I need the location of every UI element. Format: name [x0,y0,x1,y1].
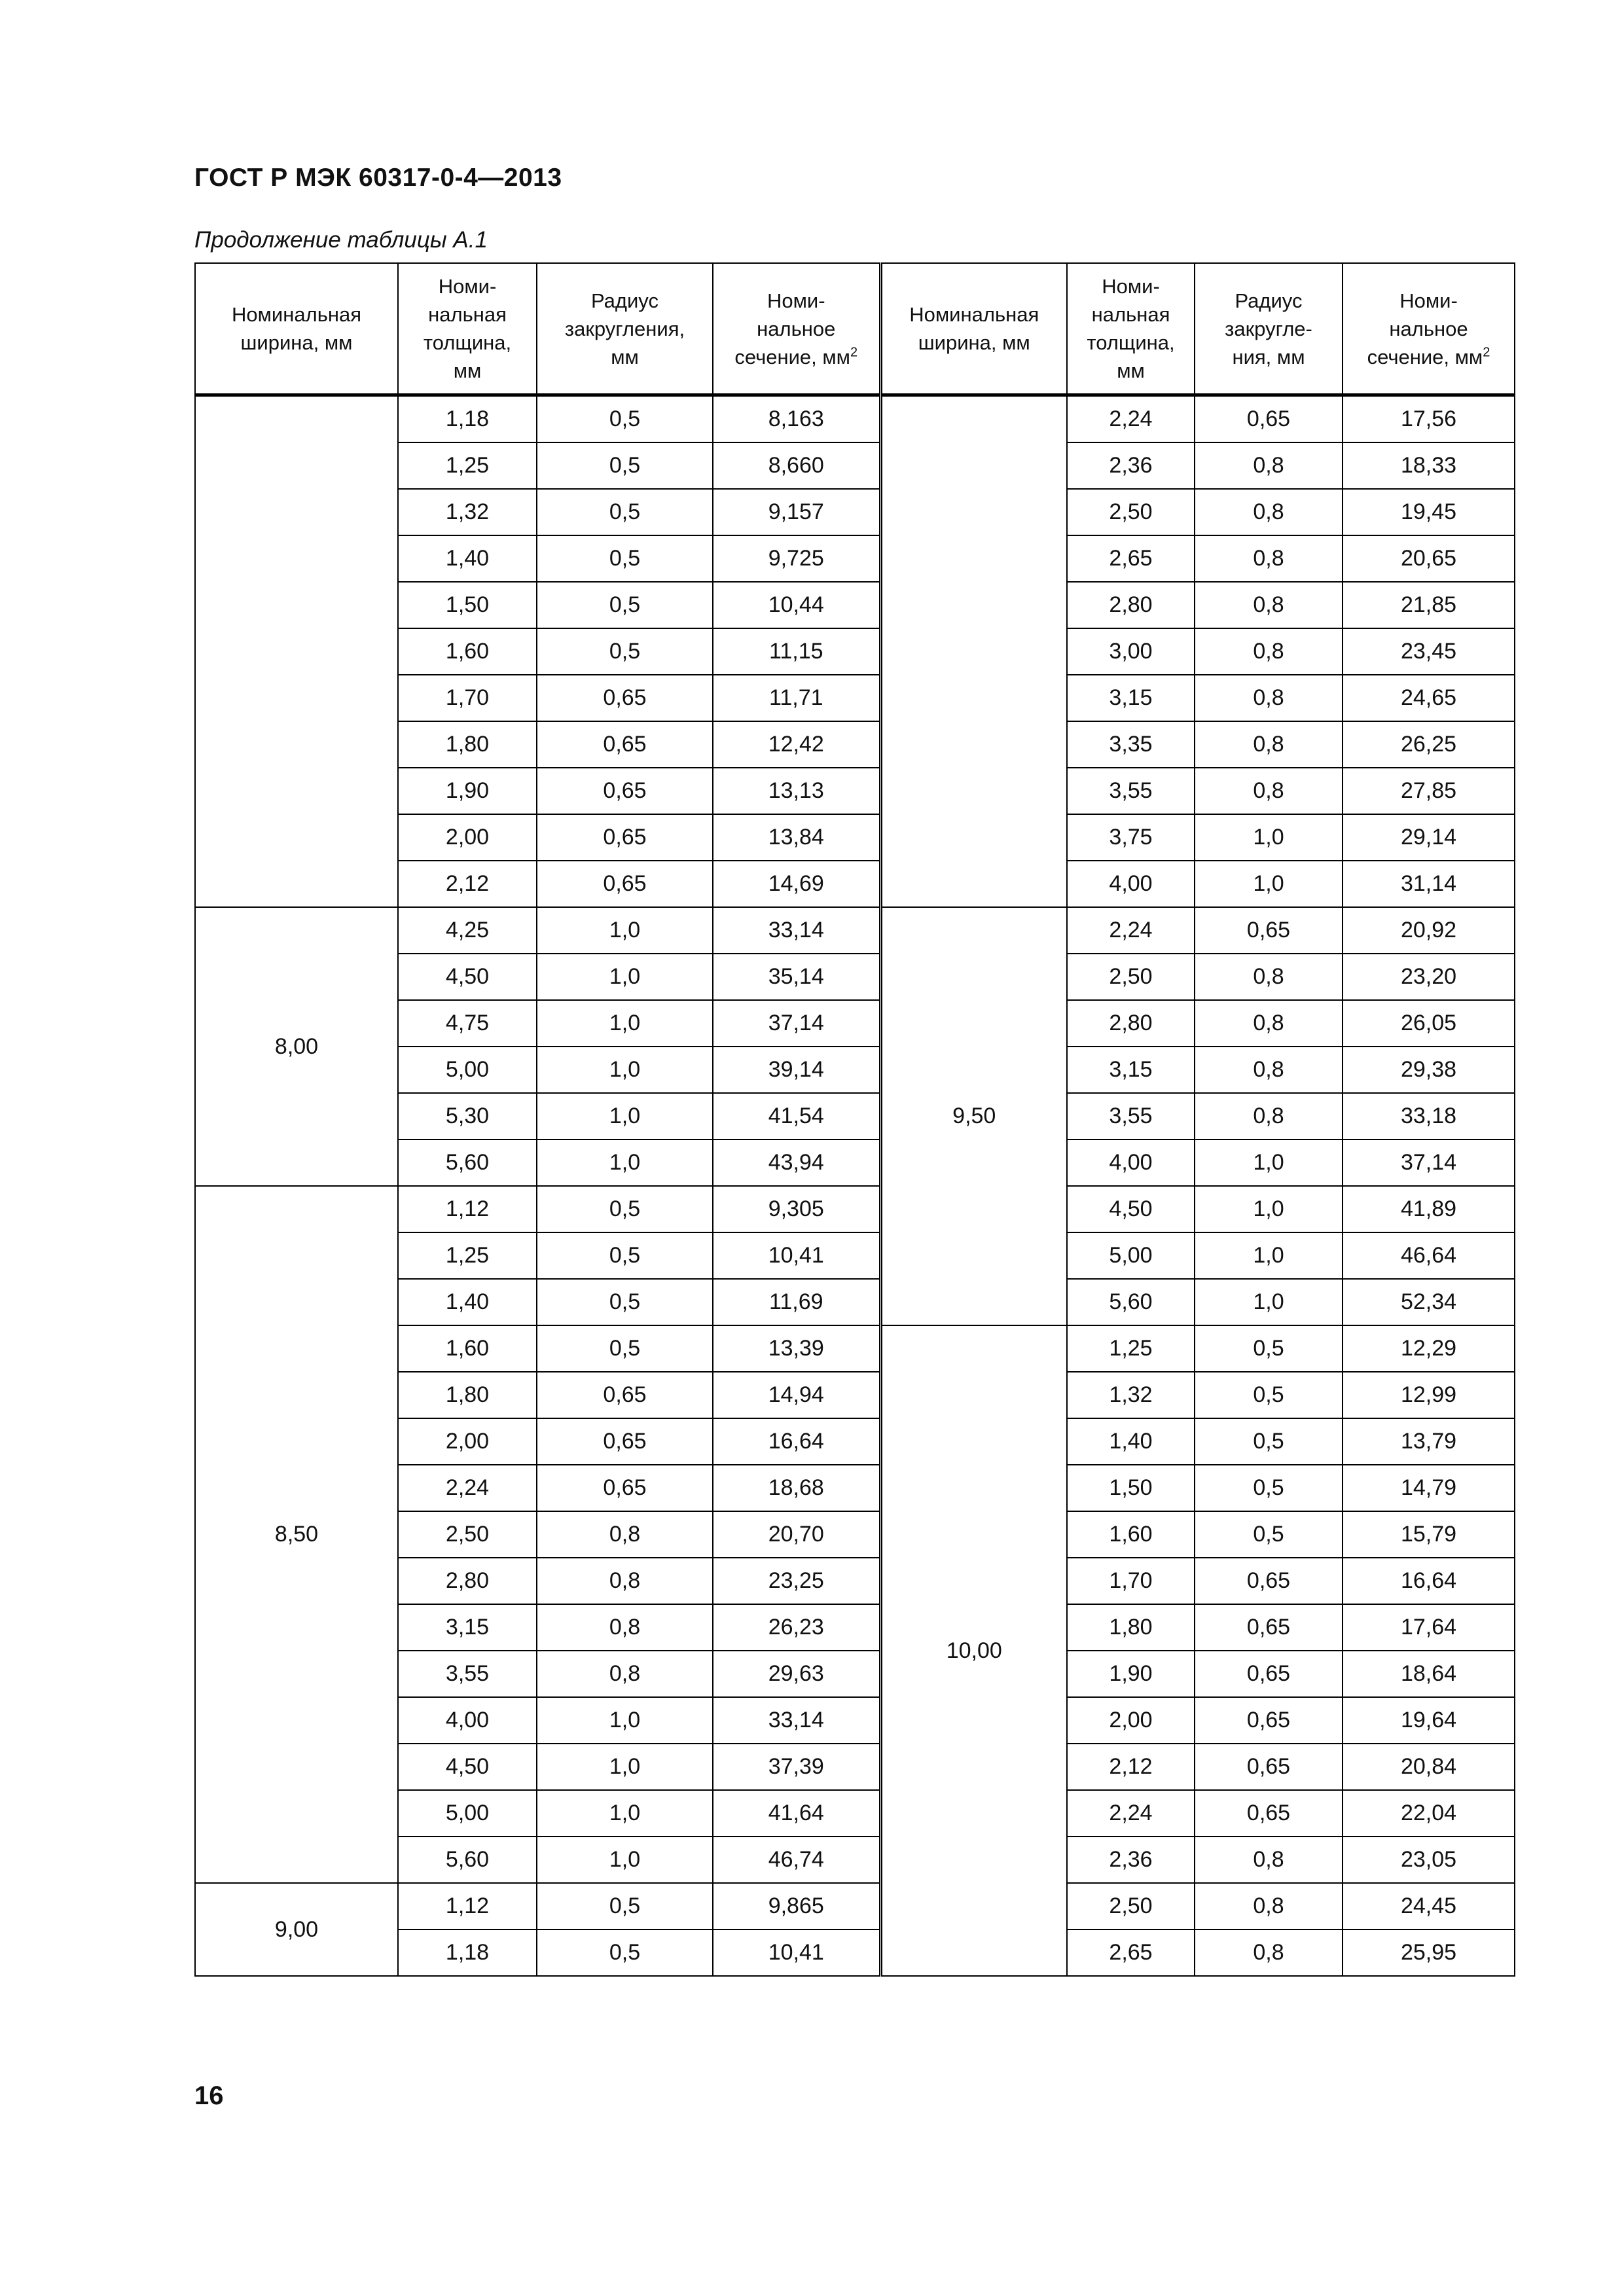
nominal-section-cell: 13,84 [713,814,880,861]
nominal-thickness-cell: 1,25 [398,442,537,489]
nominal-thickness-cell: 3,15 [1067,1047,1195,1093]
header-radius-left: Радиус закругления, мм [537,263,713,395]
nominal-section-cell: 24,45 [1343,1883,1515,1929]
radius-cell: 1,0 [537,1139,713,1186]
radius-cell: 0,5 [537,1325,713,1372]
radius-cell: 0,8 [1195,535,1343,582]
nominal-thickness-cell: 4,00 [398,1697,537,1744]
nominal-thickness-cell: 2,36 [1067,1837,1195,1883]
radius-cell: 0,5 [537,442,713,489]
nominal-thickness-cell: 1,40 [398,535,537,582]
radius-cell: 0,8 [1195,1929,1343,1976]
nominal-thickness-cell: 1,90 [1067,1651,1195,1697]
radius-cell: 0,8 [1195,1837,1343,1883]
nominal-thickness-cell: 1,90 [398,768,537,814]
radius-cell: 0,8 [1195,442,1343,489]
radius-cell: 0,8 [1195,1883,1343,1929]
header-section-right: Номи- нальное сечение, $мм^2$ [1343,263,1515,395]
nominal-section-cell: 18,33 [1343,442,1515,489]
radius-cell: 0,5 [537,489,713,535]
nominal-thickness-cell: 1,12 [398,1186,537,1232]
radius-cell: 0,5 [537,1929,713,1976]
nominal-section-cell: 33,14 [713,1697,880,1744]
radius-cell: 0,5 [1195,1325,1343,1372]
nominal-section-cell: 20,65 [1343,535,1515,582]
nominal-section-cell: 41,89 [1343,1186,1515,1232]
nominal-section-cell: 37,14 [713,1000,880,1047]
radius-cell: 1,0 [1195,1186,1343,1232]
radius-cell: 1,0 [1195,861,1343,907]
nominal-section-cell: 17,64 [1343,1604,1515,1651]
nominal-section-cell: 10,41 [713,1232,880,1279]
table-row [195,1883,1515,1929]
nominal-thickness-cell: 1,25 [398,1232,537,1279]
nominal-width-cell: 9,00 [195,1883,398,1976]
nominal-section-cell: 17,56 [1343,395,1515,443]
nominal-thickness-cell: 2,80 [398,1558,537,1604]
nominal-section-cell: 46,74 [713,1837,880,1883]
radius-cell: 0,8 [1195,489,1343,535]
nominal-section-cell: 41,64 [713,1790,880,1837]
dimensions-table [194,262,1515,1977]
nominal-section-cell: 9,865 [713,1883,880,1929]
nominal-section-cell: 11,69 [713,1279,880,1325]
radius-cell: 0,65 [1195,395,1343,443]
nominal-section-cell: 8,163 [713,395,880,443]
nominal-width-cell: 8,00 [195,907,398,1186]
radius-cell: 0,5 [1195,1418,1343,1465]
nominal-section-cell: 10,44 [713,582,880,628]
nominal-section-cell: 12,29 [1343,1325,1515,1372]
radius-cell: 0,8 [1195,954,1343,1000]
nominal-section-cell: 14,79 [1343,1465,1515,1511]
radius-cell: 0,5 [537,1883,713,1929]
nominal-thickness-cell: 4,25 [398,907,537,954]
radius-cell: 0,65 [1195,1651,1343,1697]
nominal-thickness-cell: 2,00 [398,814,537,861]
table-body [195,395,1515,1977]
nominal-section-cell: 18,68 [713,1465,880,1511]
radius-cell: 0,8 [1195,1047,1343,1093]
nominal-thickness-cell: 2,00 [398,1418,537,1465]
nominal-section-cell: 21,85 [1343,582,1515,628]
nominal-thickness-cell: 5,60 [1067,1279,1195,1325]
nominal-section-cell: 29,38 [1343,1047,1515,1093]
radius-cell: 0,65 [537,1465,713,1511]
nominal-section-cell: 14,94 [713,1372,880,1418]
standard-title: ГОСТ Р МЭК 60317-0-4—2013 [194,164,562,192]
nominal-section-cell: 23,05 [1343,1837,1515,1883]
table-caption: Продолжение таблицы А.1 [194,227,488,253]
radius-cell: 0,8 [1195,628,1343,675]
nominal-thickness-cell: 3,55 [1067,1093,1195,1139]
header-thickness-left: Номи- нальная толщина, мм [398,263,537,395]
nominal-section-cell: 13,79 [1343,1418,1515,1465]
nominal-width-cell: 8,50 [195,1186,398,1883]
nominal-thickness-cell: 3,55 [398,1651,537,1697]
nominal-section-cell: 9,157 [713,489,880,535]
nominal-section-cell: 33,14 [713,907,880,954]
nominal-thickness-cell: 2,24 [398,1465,537,1511]
nominal-section-cell: 20,92 [1343,907,1515,954]
nominal-thickness-cell: 1,32 [1067,1372,1195,1418]
nominal-thickness-cell: 1,50 [398,582,537,628]
table-header-row [195,263,1515,395]
nominal-section-cell: 20,70 [713,1511,880,1558]
radius-cell: 0,65 [537,1372,713,1418]
radius-cell: 0,8 [1195,721,1343,768]
nominal-thickness-cell: 1,80 [398,1372,537,1418]
table-row [195,1186,1515,1232]
nominal-section-cell: 43,94 [713,1139,880,1186]
nominal-thickness-cell: 5,60 [398,1139,537,1186]
radius-cell: 1,0 [537,1790,713,1837]
radius-cell: 0,8 [1195,1000,1343,1047]
nominal-section-cell: 29,14 [1343,814,1515,861]
radius-cell: 0,65 [537,1418,713,1465]
nominal-thickness-cell: 3,75 [1067,814,1195,861]
nominal-thickness-cell: 2,12 [1067,1744,1195,1790]
radius-cell: 1,0 [537,954,713,1000]
radius-cell: 1,0 [537,1047,713,1093]
radius-cell: 0,5 [1195,1465,1343,1511]
radius-cell: 1,0 [1195,814,1343,861]
nominal-thickness-cell: 3,15 [398,1604,537,1651]
radius-cell: 1,0 [537,1093,713,1139]
radius-cell: 0,65 [1195,1744,1343,1790]
radius-cell: 1,0 [537,1837,713,1883]
radius-cell: 0,8 [537,1511,713,1558]
nominal-thickness-cell: 5,00 [398,1790,537,1837]
nominal-section-cell: 18,64 [1343,1651,1515,1697]
radius-cell: 1,0 [537,1000,713,1047]
radius-cell: 0,65 [537,814,713,861]
radius-cell: 1,0 [1195,1232,1343,1279]
nominal-thickness-cell: 1,80 [398,721,537,768]
radius-cell: 0,65 [1195,1790,1343,1837]
radius-cell: 0,5 [537,395,713,443]
nominal-thickness-cell: 3,35 [1067,721,1195,768]
nominal-thickness-cell: 4,00 [1067,861,1195,907]
nominal-section-cell: 15,79 [1343,1511,1515,1558]
radius-cell: 0,5 [537,1279,713,1325]
radius-cell: 0,5 [537,1232,713,1279]
nominal-section-cell: 11,15 [713,628,880,675]
nominal-section-cell: 37,39 [713,1744,880,1790]
radius-cell: 0,65 [1195,907,1343,954]
nominal-section-cell: 9,725 [713,535,880,582]
radius-cell: 0,65 [537,675,713,721]
nominal-section-cell: 13,13 [713,768,880,814]
nominal-width-cell: 9,50 [880,907,1067,1325]
nominal-thickness-cell: 2,65 [1067,1929,1195,1976]
nominal-thickness-cell: 3,00 [1067,628,1195,675]
nominal-thickness-cell: 2,24 [1067,907,1195,954]
radius-cell: 0,65 [537,861,713,907]
nominal-thickness-cell: 1,60 [398,1325,537,1372]
nominal-thickness-cell: 1,80 [1067,1604,1195,1651]
radius-cell: 0,65 [1195,1558,1343,1604]
nominal-section-cell: 26,23 [713,1604,880,1651]
nominal-thickness-cell: 2,50 [1067,1883,1195,1929]
nominal-section-cell: 52,34 [1343,1279,1515,1325]
nominal-section-cell: 12,42 [713,721,880,768]
nominal-section-cell: 11,71 [713,675,880,721]
radius-cell: 0,8 [537,1604,713,1651]
nominal-thickness-cell: 1,60 [1067,1511,1195,1558]
nominal-section-cell: 14,69 [713,861,880,907]
nominal-section-cell: 26,25 [1343,721,1515,768]
table-row [195,907,1515,954]
nominal-section-cell: 24,65 [1343,675,1515,721]
nominal-section-cell: 39,14 [713,1047,880,1093]
nominal-thickness-cell: 4,50 [398,1744,537,1790]
radius-cell: 0,5 [1195,1511,1343,1558]
radius-cell: 0,8 [1195,1093,1343,1139]
nominal-thickness-cell: 1,25 [1067,1325,1195,1372]
header-width-right: Номинальная ширина, мм [880,263,1067,395]
radius-cell: 1,0 [1195,1279,1343,1325]
nominal-thickness-cell: 2,50 [1067,489,1195,535]
nominal-thickness-cell: 2,12 [398,861,537,907]
nominal-section-cell: 12,99 [1343,1372,1515,1418]
header-thickness-right: Номи- нальная толщина, мм [1067,263,1195,395]
nominal-width-cell [195,395,398,908]
radius-cell: 0,5 [537,628,713,675]
nominal-thickness-cell: 2,24 [1067,395,1195,443]
nominal-section-cell: 27,85 [1343,768,1515,814]
nominal-thickness-cell: 5,60 [398,1837,537,1883]
nominal-thickness-cell: 4,00 [1067,1139,1195,1186]
header-width-left: Номинальная ширина, мм [195,263,398,395]
nominal-section-cell: 37,14 [1343,1139,1515,1186]
nominal-section-cell: 35,14 [713,954,880,1000]
nominal-thickness-cell: 5,00 [1067,1232,1195,1279]
nominal-thickness-cell: 2,24 [1067,1790,1195,1837]
nominal-section-cell: 19,64 [1343,1697,1515,1744]
nominal-thickness-cell: 3,55 [1067,768,1195,814]
nominal-section-cell: 31,14 [1343,861,1515,907]
radius-cell: 0,8 [537,1651,713,1697]
radius-cell: 0,8 [1195,582,1343,628]
nominal-section-cell: 9,305 [713,1186,880,1232]
nominal-thickness-cell: 1,40 [398,1279,537,1325]
nominal-thickness-cell: 2,80 [1067,1000,1195,1047]
nominal-thickness-cell: 4,50 [398,954,537,1000]
nominal-thickness-cell: 3,15 [1067,675,1195,721]
radius-cell: 0,65 [537,768,713,814]
nominal-section-cell: 16,64 [713,1418,880,1465]
radius-cell: 1,0 [537,1697,713,1744]
header-radius-right: Радиус закругле- ния, мм [1195,263,1343,395]
nominal-thickness-cell: 1,50 [1067,1465,1195,1511]
nominal-thickness-cell: 1,18 [398,395,537,443]
nominal-section-cell: 41,54 [713,1093,880,1139]
nominal-width-cell: 10,00 [880,1325,1067,1976]
radius-cell: 0,8 [1195,675,1343,721]
radius-cell: 1,0 [1195,1139,1343,1186]
nominal-thickness-cell: 1,70 [398,675,537,721]
page-number: 16 [194,2081,224,2110]
radius-cell: 0,8 [537,1558,713,1604]
radius-cell: 0,65 [1195,1697,1343,1744]
nominal-section-cell: 46,64 [1343,1232,1515,1279]
radius-cell: 0,65 [537,721,713,768]
nominal-section-cell: 33,18 [1343,1093,1515,1139]
nominal-thickness-cell: 4,50 [1067,1186,1195,1232]
nominal-thickness-cell: 2,00 [1067,1697,1195,1744]
radius-cell: 0,5 [537,1186,713,1232]
nominal-section-cell: 13,39 [713,1325,880,1372]
nominal-thickness-cell: 5,00 [398,1047,537,1093]
nominal-thickness-cell: 1,32 [398,489,537,535]
radius-cell: 1,0 [537,1744,713,1790]
nominal-thickness-cell: 1,70 [1067,1558,1195,1604]
nominal-thickness-cell: 2,36 [1067,442,1195,489]
radius-cell: 0,5 [537,535,713,582]
nominal-section-cell: 8,660 [713,442,880,489]
nominal-thickness-cell: 2,50 [1067,954,1195,1000]
nominal-section-cell: 23,45 [1343,628,1515,675]
radius-cell: 1,0 [537,907,713,954]
nominal-thickness-cell: 1,12 [398,1883,537,1929]
nominal-section-cell: 23,20 [1343,954,1515,1000]
nominal-section-cell: 26,05 [1343,1000,1515,1047]
nominal-thickness-cell: 2,80 [1067,582,1195,628]
nominal-thickness-cell: 1,18 [398,1929,537,1976]
nominal-thickness-cell: 1,60 [398,628,537,675]
nominal-thickness-cell: 4,75 [398,1000,537,1047]
nominal-section-cell: 16,64 [1343,1558,1515,1604]
nominal-section-cell: 10,41 [713,1929,880,1976]
radius-cell: 0,5 [1195,1372,1343,1418]
radius-cell: 0,8 [1195,768,1343,814]
nominal-thickness-cell: 5,30 [398,1093,537,1139]
nominal-thickness-cell: 2,65 [1067,535,1195,582]
nominal-thickness-cell: 1,40 [1067,1418,1195,1465]
nominal-section-cell: 19,45 [1343,489,1515,535]
table-row [195,395,1515,443]
nominal-section-cell: 25,95 [1343,1929,1515,1976]
nominal-thickness-cell: 2,50 [398,1511,537,1558]
nominal-section-cell: 29,63 [713,1651,880,1697]
nominal-section-cell: 22,04 [1343,1790,1515,1837]
nominal-section-cell: 20,84 [1343,1744,1515,1790]
nominal-section-cell: 23,25 [713,1558,880,1604]
header-section-left: Номи- нальное сечение, $мм^2$ [713,263,880,395]
nominal-width-cell [880,395,1067,908]
radius-cell: 0,65 [1195,1604,1343,1651]
radius-cell: 0,5 [537,582,713,628]
